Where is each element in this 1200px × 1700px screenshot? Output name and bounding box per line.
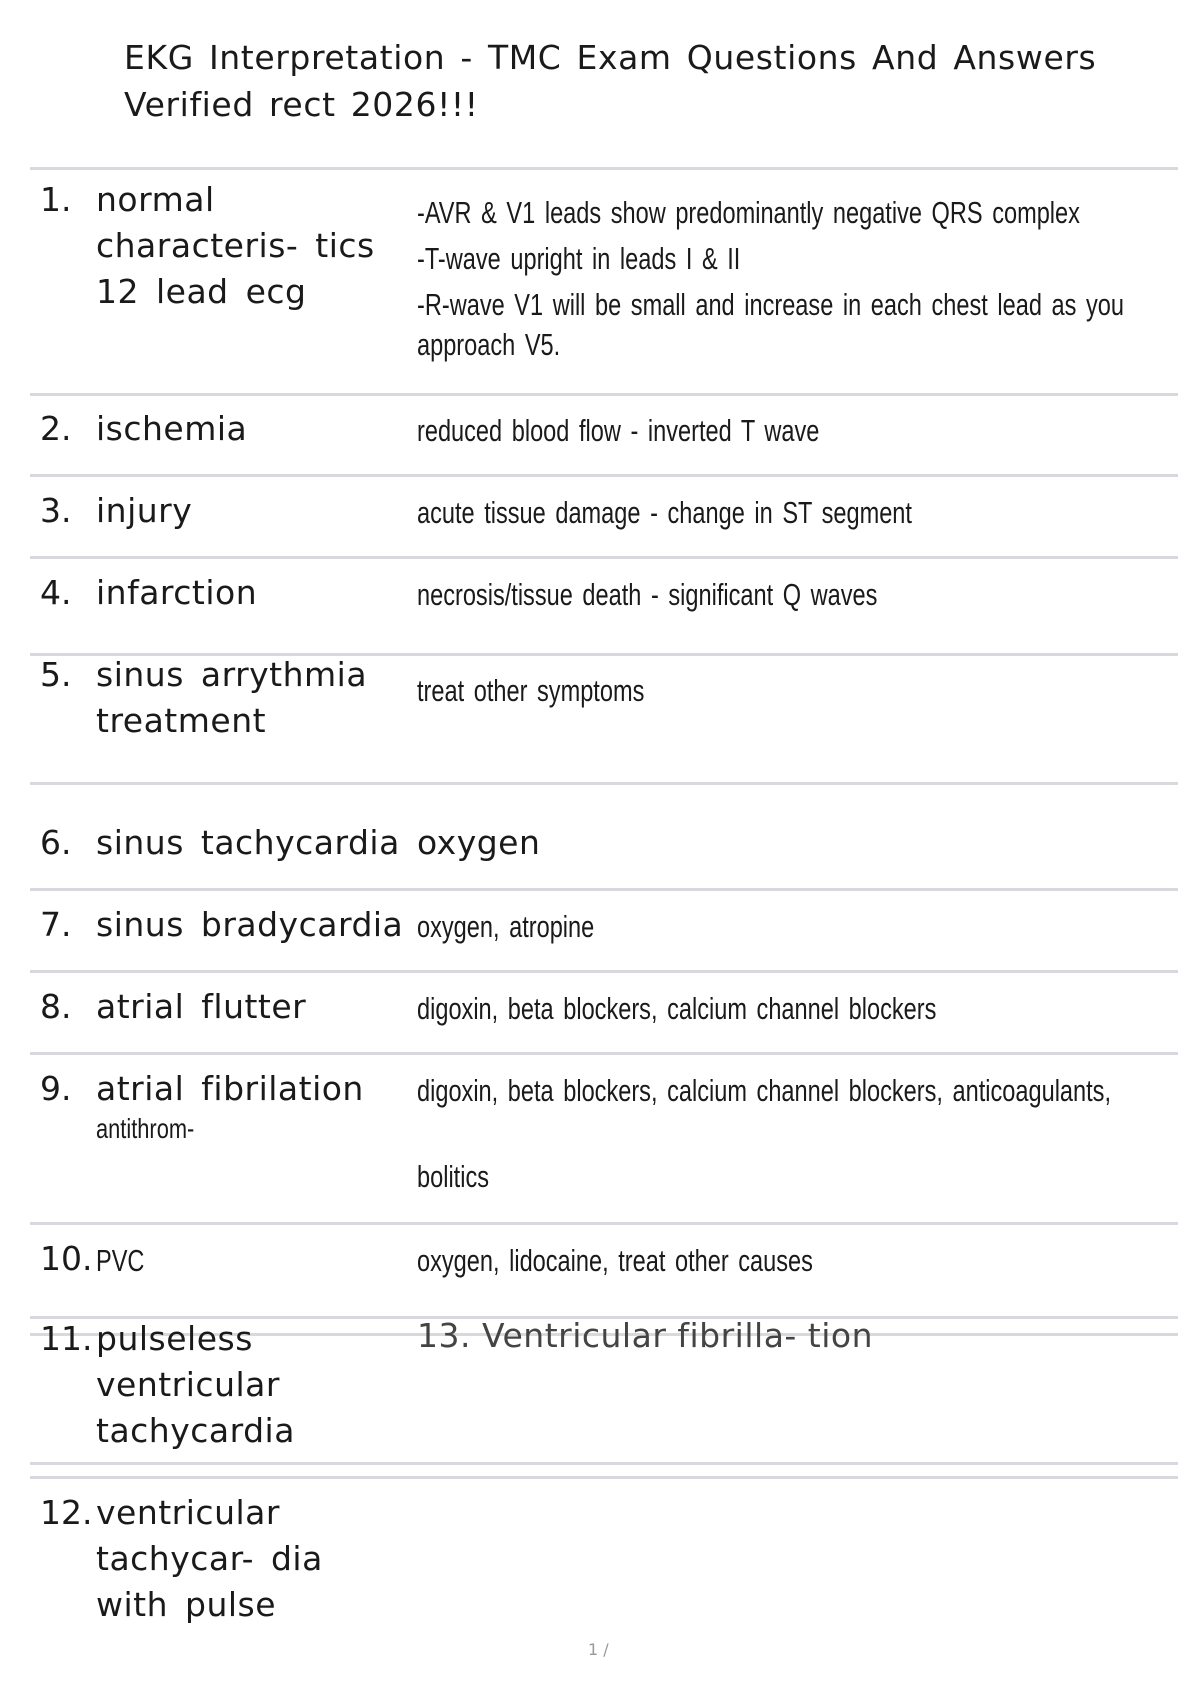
item-number: 10.: [40, 1239, 93, 1278]
item-answer: necrosis/tissue death - significant Q waves: [417, 577, 878, 612]
item-term: atrial flutter: [96, 987, 307, 1026]
item-answer: digoxin, beta blockers, calcium channel blockers: [417, 991, 937, 1026]
item-answer: reduced blood flow - inverted T wave: [417, 413, 820, 448]
row-divider: [30, 1222, 1178, 1225]
item-number: 7.: [40, 905, 72, 944]
overlapping-item-text: 13. Ventricular fibrilla- tion: [417, 1316, 874, 1355]
answer-line: -R-wave V1 will be small and increase in each chest lead as you: [417, 287, 1124, 322]
answer-line: approach V5.: [417, 327, 561, 362]
item-number: 6.: [40, 823, 72, 862]
item-term: pulseless ventricular tachycardia: [96, 1319, 295, 1450]
row-divider: [30, 1462, 1178, 1465]
item-term: PVC: [96, 1243, 145, 1278]
item-term: sinus tachycardia: [96, 823, 400, 862]
item-term: normal characteris- tics 12 lead ecg: [96, 180, 375, 311]
item-term-continuation: antithrom-: [96, 1113, 195, 1144]
item-answer: oxygen, lidocaine, treat other causes: [417, 1243, 813, 1278]
item-number: 2.: [40, 409, 72, 448]
document-title: EKG Interpretation - TMC Exam Questions And Answers Verified rect 2026!!!: [124, 38, 1097, 124]
item-answer: [417, 190, 1124, 368]
item-term: sinus bradycardia: [96, 905, 404, 944]
row-divider: [30, 474, 1178, 477]
item-number: 1.: [40, 180, 72, 219]
row-divider: [30, 393, 1178, 396]
item-answer: oxygen, atropine: [417, 909, 595, 944]
item-number: 8.: [40, 987, 72, 1026]
item-number: 11.: [40, 1319, 93, 1358]
row-divider: [30, 888, 1178, 891]
item-answer-continuation: bolitics: [417, 1159, 490, 1194]
item-answer: treat other symptoms: [417, 673, 645, 708]
item-answer: acute tissue damage - change in ST segment: [417, 495, 912, 530]
item-term: atrial fibrilation: [96, 1069, 364, 1108]
row-divider: [30, 782, 1178, 785]
page-number: 1 /: [588, 1640, 609, 1659]
row-divider: [30, 1052, 1178, 1055]
row-divider: [30, 970, 1178, 973]
item-term: infarction: [96, 573, 258, 612]
item-number: 12.: [40, 1493, 93, 1532]
row-divider: [30, 556, 1178, 559]
item-answer: oxygen: [417, 823, 541, 862]
item-answer: digoxin, beta blockers, calcium channel blockers, anticoagulants,: [417, 1073, 1112, 1108]
answer-line: -T-wave upright in leads I & II: [417, 241, 741, 276]
item-term: ventricular tachycar- dia with pulse: [96, 1493, 323, 1624]
item-term: injury: [96, 491, 193, 530]
item-term: ischemia: [96, 409, 248, 448]
row-divider: [30, 167, 1178, 170]
item-number: 3.: [40, 491, 72, 530]
item-number: 5.: [40, 655, 72, 694]
item-term: sinus arrythmia treatment: [96, 655, 368, 740]
answer-line: -AVR & V1 leads show predominantly negative QRS complex: [417, 195, 1080, 230]
row-divider: [30, 1476, 1178, 1479]
item-number: 4.: [40, 573, 72, 612]
item-number: 9.: [40, 1069, 72, 1108]
